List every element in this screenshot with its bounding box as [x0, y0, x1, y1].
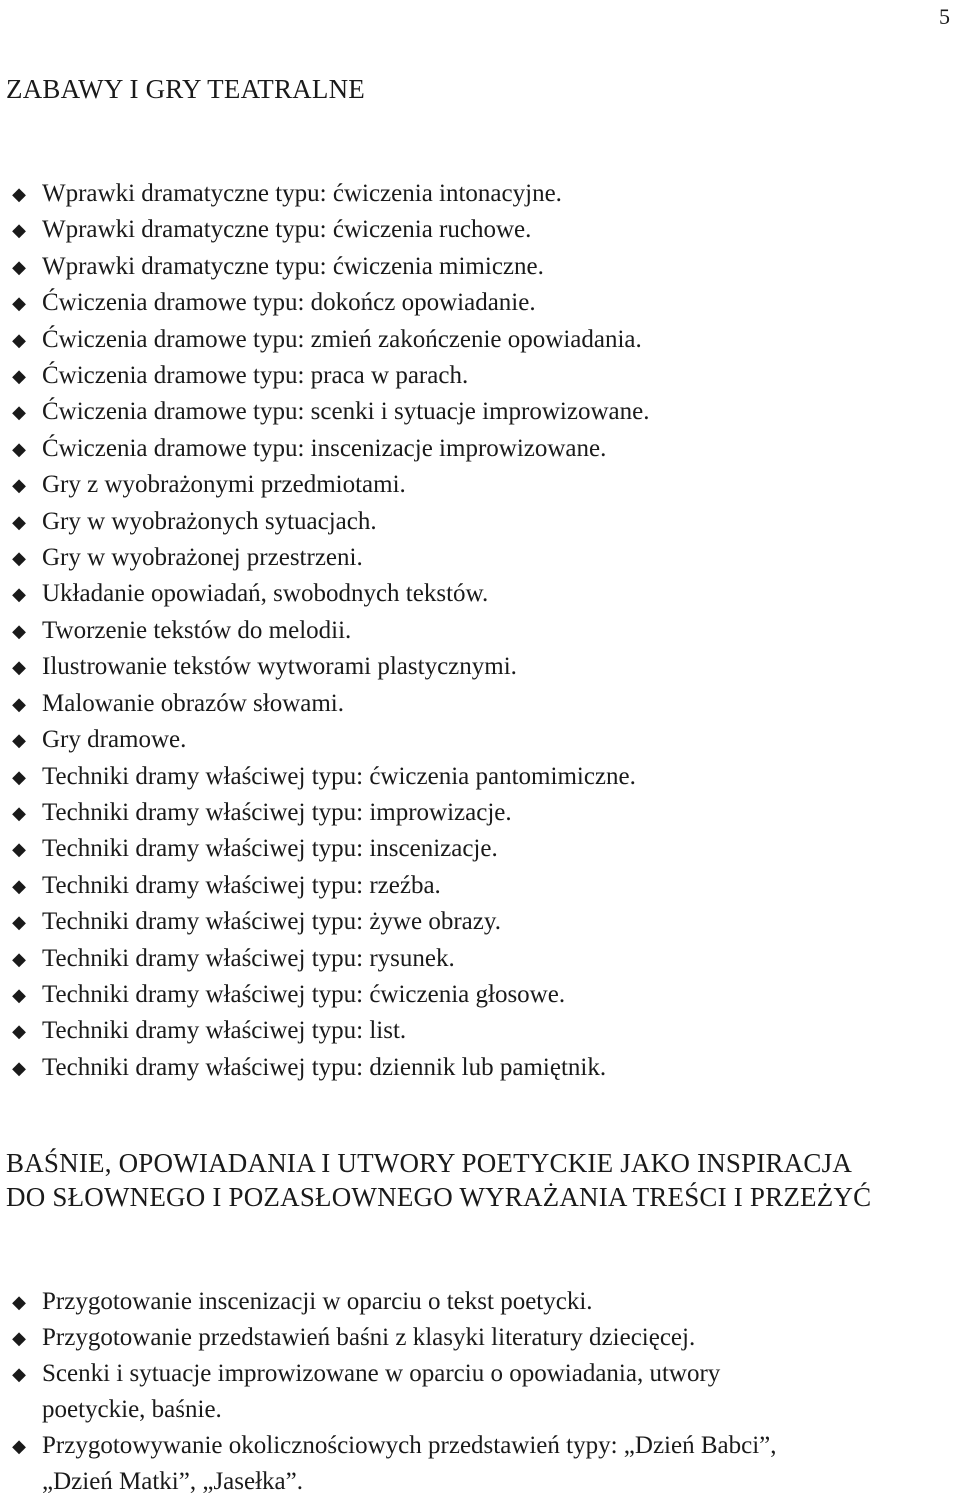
list-item-text: Malowanie obrazów słowami.	[42, 689, 345, 717]
activity-list	[0, 176, 922, 1086]
diamond-bullet-icon: ◆	[12, 366, 26, 387]
diamond-bullet-icon: ◆	[12, 1364, 26, 1384]
diamond-bullet-icon: ◆	[12, 293, 26, 314]
list-item	[0, 868, 922, 904]
list-item-text: Gry z wyobrażonymi przedmiotami.	[42, 471, 406, 499]
list-item	[0, 1050, 922, 1086]
list-item-text: Przygotowanie przedstawień baśni z klasyki literatury dziecięcej.	[42, 1324, 696, 1351]
list-item	[0, 212, 922, 248]
list-item-text: Scenki i sytuacje improwizowane w oparciu o opowiadania, utwory	[42, 1360, 721, 1387]
diamond-bullet-icon: ◆	[12, 584, 26, 605]
diamond-bullet-icon: ◆	[12, 620, 26, 641]
list-item-text: Techniki dramy właściwej typu: rysunek.	[42, 944, 455, 972]
list-item-text: Techniki dramy właściwej typu: żywe obrazy.	[42, 908, 501, 936]
list-item	[0, 649, 922, 685]
list-item	[0, 1356, 922, 1428]
list-item	[0, 1320, 922, 1356]
list-item-text: Ilustrowanie tekstów wytworami plastycznymi.	[42, 653, 517, 681]
list-item	[0, 613, 922, 649]
list-item-text: Przygotowywanie okolicznościowych przedstawień typy: „Dzień Babci”,	[42, 1432, 777, 1459]
list-item-text: Techniki dramy właściwej typu: inscenizacje.	[42, 835, 498, 863]
list-item-text: Techniki dramy właściwej typu: list.	[42, 1017, 407, 1045]
list-item	[0, 504, 922, 540]
list-item	[0, 431, 922, 467]
list-item-text: Wprawki dramatyczne typu: ćwiczenia ruchowe.	[42, 216, 532, 244]
section-title-line-1: BAŚNIE, OPOWIADANIA I UTWORY POETYCKIE JAKO INSPIRACJA	[6, 1148, 853, 1178]
diamond-bullet-icon: ◆	[12, 912, 26, 933]
list-item	[0, 686, 922, 722]
list-item	[0, 759, 922, 795]
list-item-text: Wprawki dramatyczne typu: ćwiczenia mimiczne.	[42, 252, 544, 280]
page-number: 5	[939, 4, 950, 29]
list-item-text: Gry dramowe.	[42, 726, 187, 754]
list-item	[0, 394, 922, 430]
list-item-text: Wprawki dramatyczne typu: ćwiczenia intonacyjne.	[42, 180, 562, 207]
list-item-text-continued: „Dzień Matki”, „Jasełka”.	[42, 1468, 303, 1495]
list-item	[0, 576, 922, 612]
list-item-text: Techniki dramy właściwej typu: dziennik lub pamiętnik.	[42, 1053, 607, 1081]
diamond-bullet-icon: ◆	[12, 438, 26, 459]
list-item-text: Ćwiczenia dramowe typu: zmień zakończenie opowiadania.	[42, 325, 642, 353]
list-item	[0, 722, 922, 758]
diamond-bullet-icon: ◆	[12, 548, 26, 569]
diamond-bullet-icon: ◆	[12, 1328, 26, 1348]
list-item	[0, 285, 922, 321]
list-item-text: Gry w wyobrażonej przestrzeni.	[42, 544, 363, 572]
diamond-bullet-icon: ◆	[12, 329, 26, 350]
list-item	[0, 176, 922, 212]
inspiration-list	[0, 1284, 922, 1500]
diamond-bullet-icon: ◆	[12, 402, 26, 423]
list-item	[0, 249, 922, 285]
diamond-bullet-icon: ◆	[12, 475, 26, 496]
list-item	[0, 904, 922, 940]
list-item-text: Tworzenie tekstów do melodii.	[42, 616, 352, 644]
list-item-text: Techniki dramy właściwej typu: improwizacje.	[42, 798, 512, 826]
list-item	[0, 1428, 922, 1500]
section-title-line-2: DO SŁOWNEGO I POZASŁOWNEGO WYRAŻANIA TREŚCI I PRZEŻYĆ	[6, 1182, 872, 1212]
diamond-bullet-icon: ◆	[12, 693, 26, 714]
list-item	[0, 540, 922, 576]
list-item-text: Przygotowanie inscenizacji w oparciu o tekst poetycki.	[42, 1288, 593, 1315]
list-item	[0, 977, 922, 1013]
diamond-bullet-icon: ◆	[12, 948, 26, 969]
diamond-bullet-icon: ◆	[12, 730, 26, 751]
diamond-bullet-icon: ◆	[12, 511, 26, 532]
list-item-text: Techniki dramy właściwej typu: rzeźba.	[42, 871, 441, 899]
list-item	[0, 467, 922, 503]
diamond-bullet-icon: ◆	[12, 766, 26, 787]
section-title-basnie	[6, 1146, 871, 1214]
list-item-text-continued: poetyckie, baśnie.	[42, 1396, 222, 1423]
diamond-bullet-icon: ◆	[12, 1436, 26, 1456]
list-item	[0, 1284, 922, 1320]
list-item-text: Gry w wyobrażonych sytuacjach.	[42, 507, 377, 535]
list-item-text: Ćwiczenia dramowe typu: praca w parach.	[42, 362, 469, 390]
diamond-bullet-icon: ◆	[12, 657, 26, 678]
list-item	[0, 795, 922, 831]
diamond-bullet-icon: ◆	[12, 839, 26, 860]
list-item	[0, 941, 922, 977]
diamond-bullet-icon: ◆	[12, 256, 26, 277]
list-item	[0, 1013, 922, 1049]
list-item-text: Ćwiczenia dramowe typu: dokończ opowiadanie.	[42, 289, 536, 317]
list-item-text: Techniki dramy właściwej typu: ćwiczenia pantomimiczne.	[42, 762, 636, 790]
diamond-bullet-icon: ◆	[12, 984, 26, 1005]
diamond-bullet-icon: ◆	[12, 220, 26, 241]
list-item	[0, 322, 922, 358]
list-item	[0, 831, 922, 867]
list-item-text: Ćwiczenia dramowe typu: scenki i sytuacje improwizowane.	[42, 398, 650, 426]
diamond-bullet-icon: ◆	[12, 802, 26, 823]
list-item-text: Ćwiczenia dramowe typu: inscenizacje improwizowane.	[42, 434, 607, 462]
list-item-text: Układanie opowiadań, swobodnych tekstów.	[42, 580, 489, 608]
section-title-zabawy: ZABAWY I GRY TEATRALNE	[6, 74, 365, 104]
diamond-bullet-icon: ◆	[12, 1021, 26, 1042]
list-item	[0, 358, 922, 394]
diamond-bullet-icon: ◆	[12, 875, 26, 896]
diamond-bullet-icon: ◆	[12, 184, 26, 204]
diamond-bullet-icon: ◆	[12, 1292, 26, 1312]
diamond-bullet-icon: ◆	[12, 1057, 26, 1078]
list-item-text: Techniki dramy właściwej typu: ćwiczenia głosowe.	[42, 980, 566, 1008]
